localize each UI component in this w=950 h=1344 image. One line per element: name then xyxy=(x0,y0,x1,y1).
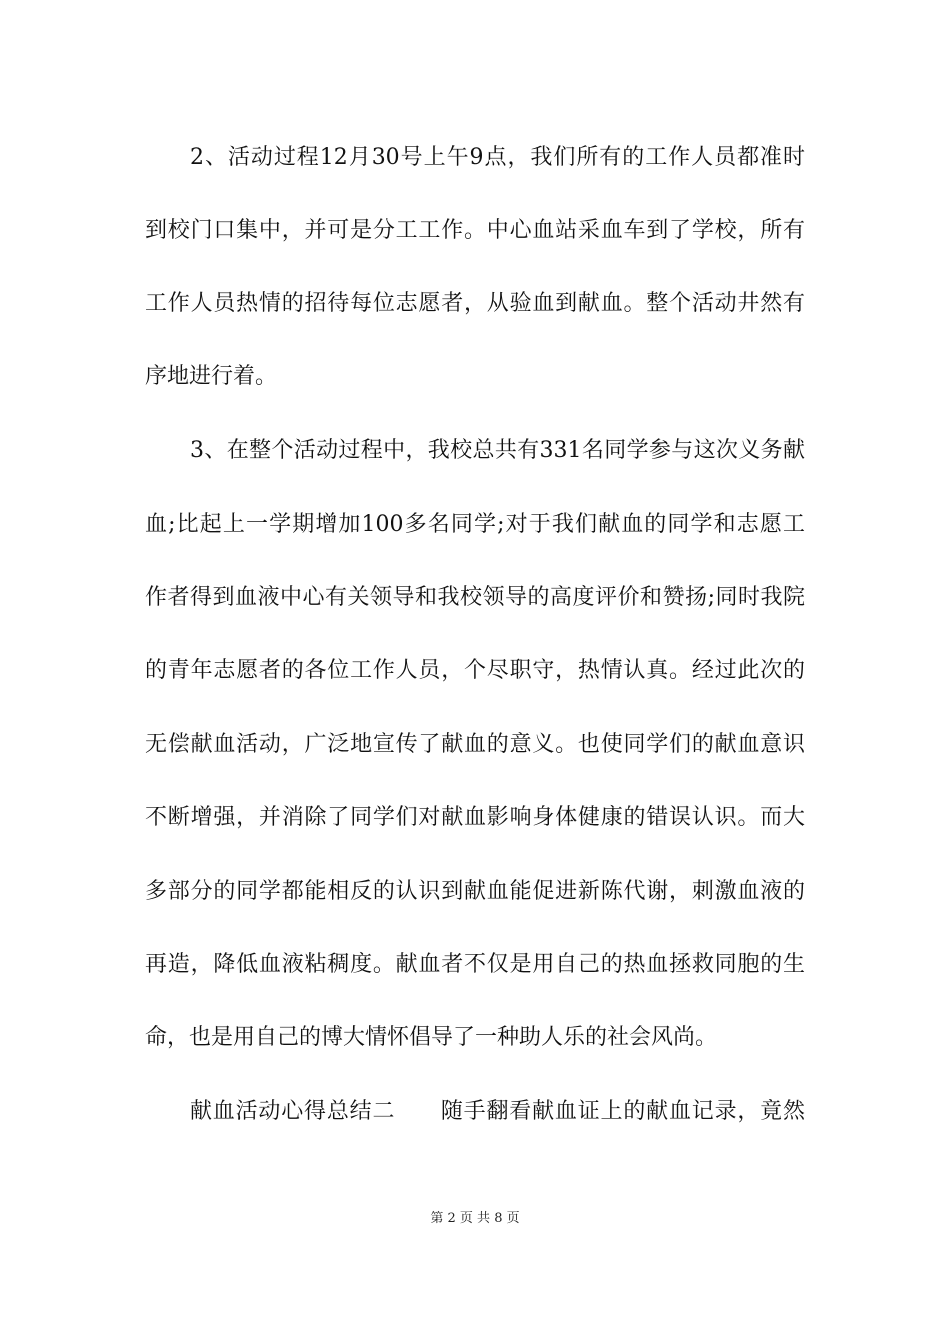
paragraph-line: 2、活动过程12月30号上午9点，我们所有的工作人员都准时 xyxy=(190,145,805,170)
paragraph-line: 再造，降低血液粘稠度。献血者不仅是用自己的热血拯救同胞的生 xyxy=(145,952,805,977)
paragraph-line: 3、在整个活动过程中，我校总共有331名同学参与这次义务献 xyxy=(190,438,805,463)
paragraph-line: 的青年志愿者的各位工作人员，个尽职守，热情认真。经过此次的 xyxy=(145,658,805,683)
paragraph-line: 不断增强，并消除了同学们对献血影响身体健康的错误认识。而大 xyxy=(145,805,805,830)
paragraph-line: 命，也是用自己的博大情怀倡导了一种助人乐的社会风尚。 xyxy=(145,1025,718,1050)
paragraph-line: 多部分的同学都能相反的认识到献血能促进新陈代谢，刺激血液的 xyxy=(145,879,805,904)
paragraph-line: 献血活动心得总结二 随手翻看献血证上的献血记录，竟然 xyxy=(190,1099,805,1124)
paragraph-line: 序地进行着。 xyxy=(145,364,278,389)
paragraph-line: 到校门口集中，并可是分工工作。中心血站采血车到了学校，所有 xyxy=(145,218,805,243)
paragraph-line: 血;比起上一学期增加100多名同学;对于我们献血的同学和志愿工 xyxy=(145,512,805,537)
paragraph-line: 工作人员热情的招待每位志愿者，从验血到献血。整个活动井然有 xyxy=(145,291,805,316)
paragraph-line: 作者得到血液中心有关领导和我校领导的高度评价和赞扬;同时我院 xyxy=(145,585,805,610)
page-number-footer: 第 2 页 共 8 页 xyxy=(430,1211,520,1226)
paragraph-line: 无偿献血活动，广泛地宣传了献血的意义。也使同学们的献血意识 xyxy=(145,732,805,757)
